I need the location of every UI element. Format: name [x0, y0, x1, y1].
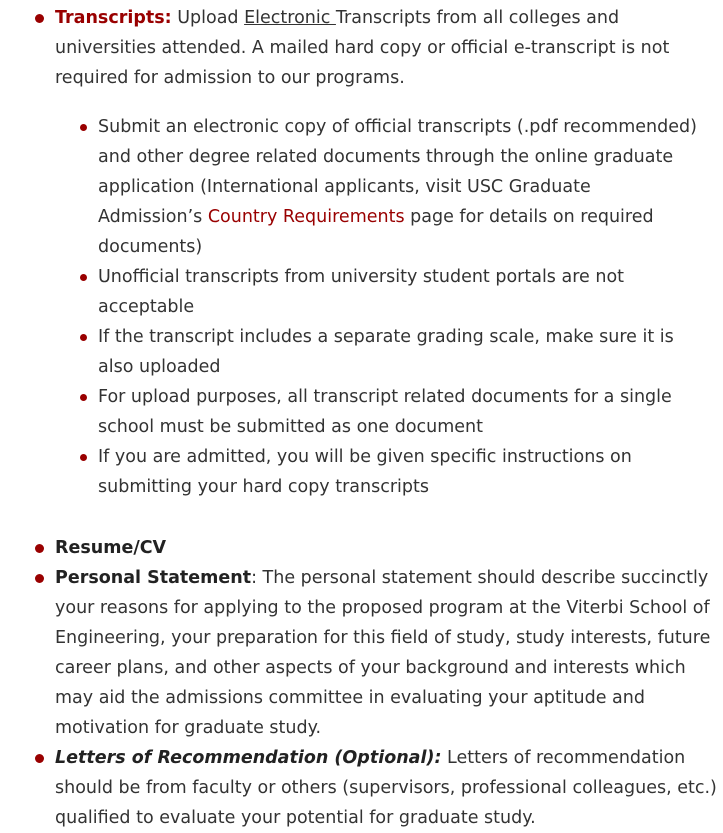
sub-item-text: For upload purposes, all transcript related documents for a single school must be submitted as one document	[98, 387, 672, 437]
transcripts-sub-list	[55, 112, 717, 502]
letters-label: Letters of Recommendation (Optional):	[55, 748, 442, 768]
personal-statement-text: : The personal statement should describe succinctly your reasons for applying to the proposed program at the Viterbi School of Engineering, your preparation for this field of study, study interests, future career plans, and other aspects of your background and interests which may aid the admissions committee in evaluating your aptitude and motivation for graduate study.	[55, 568, 711, 738]
sub-list-item-grading-scale	[55, 322, 717, 382]
list-item-resume	[0, 533, 723, 563]
transcripts-text-before-link: Upload	[171, 8, 245, 28]
personal-statement-label: Personal Statement	[55, 568, 252, 588]
sub-item-text: If you are admitted, you will be given specific instructions on submitting your hard copy transcripts	[98, 447, 632, 497]
list-item-letters	[0, 743, 723, 833]
list-item-personal-statement	[0, 563, 723, 743]
transcripts-text-after-link: Transcripts from all colleges and universities attended. A mailed hard copy or official e-transcript is not required for admission to our programs.	[55, 8, 670, 88]
letters-text: Letters of recommendation should be from faculty or others (supervisors, professional colleagues, etc.) qualified to evaluate your potential for graduate study.	[55, 748, 717, 828]
sub-item-text: If the transcript includes a separate grading scale, make sure it is also uploaded	[98, 327, 674, 377]
sub-list-item-unofficial	[55, 262, 717, 322]
sub-list-item-submit-electronic	[55, 112, 717, 262]
sub-list-item-upload-purposes	[55, 382, 717, 442]
sub-list-item-admitted	[55, 442, 717, 502]
sub-item-text: Unofficial transcripts from university student portals are not acceptable	[98, 267, 625, 317]
country-requirements-link[interactable]: Country Requirements	[207, 207, 405, 227]
resume-label: Resume/CV	[55, 538, 167, 558]
sub-item-text-before-link: Submit an electronic copy of official transcripts (.pdf recommended) and other degree related documents through the online graduate application (International applicants, visit USC Graduate Admission’s	[98, 117, 697, 227]
list-item-transcripts	[0, 3, 723, 502]
electronic-link[interactable]: Electronic	[244, 8, 336, 28]
transcripts-label: Transcripts:	[55, 8, 172, 28]
sub-item-text-after-link: page for details on required documents)	[98, 207, 654, 257]
